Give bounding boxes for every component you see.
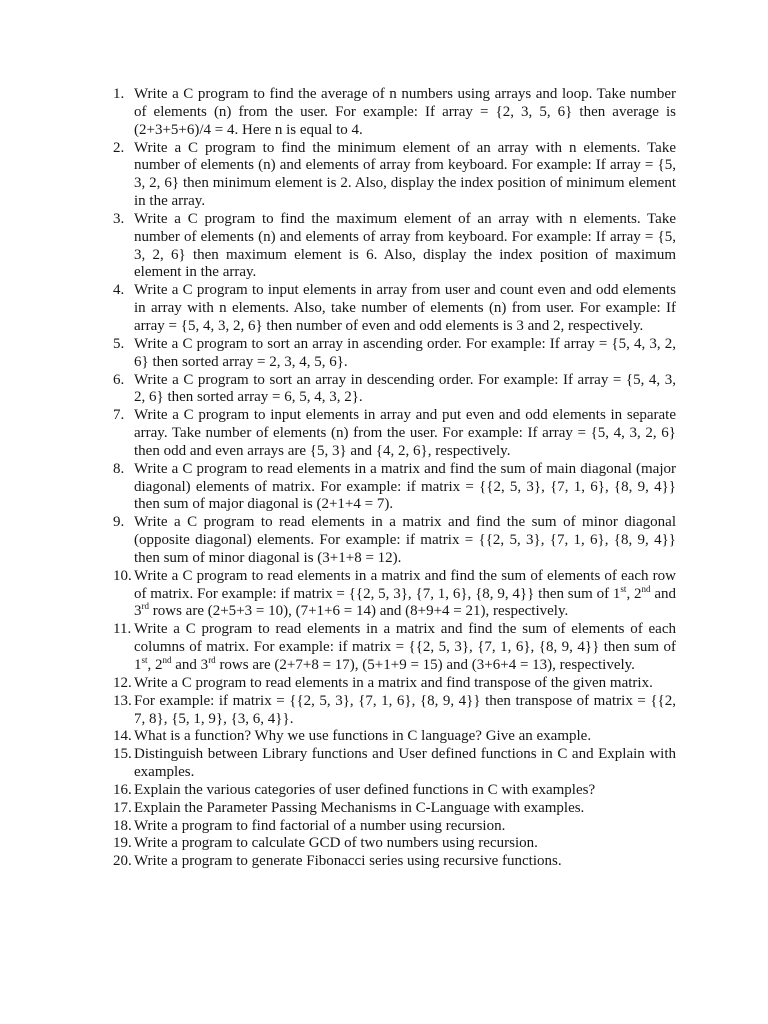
list-item bbox=[113, 853, 676, 871]
item-number: 9. bbox=[113, 514, 125, 531]
item-number: 14. bbox=[113, 728, 132, 745]
list-item bbox=[113, 140, 676, 211]
item-text: Write a C program to read elements in a matrix and find the sum of main diagonal (major diagonal) elements of matrix. For example: if matrix = {{2, 5, 3}, {7, 1, 6}, {8, 9, 4}} then sum of major diagonal is (2+1+4 = 7). bbox=[134, 460, 676, 513]
list-item bbox=[113, 800, 676, 818]
item-text: Explain the Parameter Passing Mechanisms in C-Language with examples. bbox=[134, 799, 585, 816]
item-number: 6. bbox=[113, 371, 125, 388]
item-number: 8. bbox=[113, 460, 125, 477]
item-number: 15. bbox=[113, 746, 132, 763]
list-item bbox=[113, 461, 676, 515]
list-item bbox=[113, 336, 676, 372]
list-item bbox=[113, 568, 676, 622]
item-text: Write a C program to find the minimum element of an array with n elements. Take number of elements (n) and elements of array from keyboard. For example: If array = {5, 3, 2, 6} then minimum element is 2. Also, display the index position of minimum element in the array. bbox=[134, 139, 676, 210]
item-number: 16. bbox=[113, 781, 132, 798]
item-text: Explain the various categories of user defined functions in C with examples? bbox=[134, 781, 596, 798]
item-text: For example: if matrix = {{2, 5, 3}, {7, 1, 6}, {8, 9, 4}} then transpose of matrix = {{2, 7, 8}, {5, 1, 9}, {3, 6, 4}}. bbox=[134, 692, 676, 727]
item-number: 2. bbox=[113, 139, 125, 156]
item-text: Write a C program to read elements in a matrix and find the sum of elements of each row of matrix. For example: if matrix = {{2, 5, 3}, {7, 1, 6}, {8, 9, 4}} then sum of 1st, 2nd and 3rd rows are (2+5+3 = 10), (7+1+6 = 14) and (8+9+4 = 21), respectively. bbox=[134, 567, 676, 620]
item-text: Write a C program to read elements in a matrix and find the sum of elements of each columns of matrix. For example: if matrix = {{2, 5, 3}, {7, 1, 6}, {8, 9, 4}} then sum of 1st, 2nd and 3rd rows are (2+7+8 = 17), (5+1+9 = 15) and (3+6+4 = 13), respectively. bbox=[134, 621, 676, 673]
item-text: Write a program to find factorial of a number using recursion. bbox=[134, 817, 506, 834]
item-text: Write a C program to input elements in array from user and count even and odd elements in array with n elements. Also, take number of elements (n) from user. For example: If array = {5, 4, 3, 2, 6} then number of even and odd elements is 3 and 2, respectively. bbox=[134, 282, 676, 334]
item-number: 4. bbox=[113, 282, 125, 299]
item-text: Write a C program to read elements in a matrix and find the sum of minor diagonal (opposite diagonal) elements. For example: if matrix = {{2, 5, 3}, {7, 1, 6}, {8, 9, 4}} then sum of minor diagonal is (3+1+8 = 12). bbox=[134, 514, 676, 566]
item-number: 17. bbox=[113, 799, 132, 816]
list-item bbox=[113, 514, 676, 568]
item-number: 11. bbox=[113, 621, 132, 638]
list-item bbox=[113, 282, 676, 336]
list-item bbox=[113, 621, 676, 675]
item-text: Write a C program to input elements in array and put even and odd elements in separate array. Take number of elements (n) from the user. For example: If array = {5, 4, 3, 2, 6} then odd and even arrays are {5, 3} and {4, 2, 6}, respectively. bbox=[134, 407, 676, 459]
item-number: 19. bbox=[113, 835, 132, 852]
list-item bbox=[113, 746, 676, 782]
item-number: 12. bbox=[113, 674, 132, 691]
item-text: Write a C program to find the average of n numbers using arrays and loop. Take number of elements (n) from the user. For example: If array = {2, 3, 5, 6} then average is (2+3+5+6)/4 = 4. Here n is equal to 4. bbox=[134, 86, 676, 138]
list-item bbox=[113, 782, 676, 800]
item-number: 20. bbox=[113, 853, 132, 870]
list-item bbox=[113, 372, 676, 408]
item-number: 7. bbox=[113, 407, 125, 424]
item-text: What is a function? Why we use functions in C language? Give an example. bbox=[134, 728, 592, 745]
list-item bbox=[113, 211, 676, 282]
item-text: Write a C program to find the maximum element of an array with n elements. Take number of elements (n) and elements of array from keyboard. For example: If array = {5, 3, 2, 6} then maximum element is 6. Also, display the index position of maximum element in the array. bbox=[134, 210, 676, 281]
list-item bbox=[113, 407, 676, 461]
item-text: Write a program to generate Fibonacci series using recursive functions. bbox=[134, 853, 562, 870]
item-number: 3. bbox=[113, 210, 125, 227]
exercise-list bbox=[113, 86, 676, 871]
list-item bbox=[113, 86, 676, 140]
list-item bbox=[113, 675, 676, 693]
item-text: Write a C program to sort an array in ascending order. For example: If array = {5, 4, 3, 2, 6} then sorted array = 2, 3, 4, 5, 6}. bbox=[134, 335, 676, 370]
item-text: Write a C program to read elements in a matrix and find transpose of the given matrix. bbox=[134, 674, 653, 691]
list-item bbox=[113, 693, 676, 729]
item-text: Distinguish between Library functions and User defined functions in C and Explain with examples. bbox=[134, 746, 676, 781]
list-item bbox=[113, 728, 676, 746]
item-number: 18. bbox=[113, 817, 132, 834]
list-item bbox=[113, 818, 676, 836]
item-text: Write a C program to sort an array in descending order. For example: If array = {5, 4, 3, 2, 6} then sorted array = 6, 5, 4, 3, 2}. bbox=[134, 371, 676, 406]
item-number: 13. bbox=[113, 692, 132, 709]
item-number: 5. bbox=[113, 335, 125, 352]
item-number: 1. bbox=[113, 86, 125, 102]
item-text: Write a program to calculate GCD of two numbers using recursion. bbox=[134, 835, 538, 852]
list-item bbox=[113, 835, 676, 853]
item-number: 10. bbox=[113, 567, 132, 584]
